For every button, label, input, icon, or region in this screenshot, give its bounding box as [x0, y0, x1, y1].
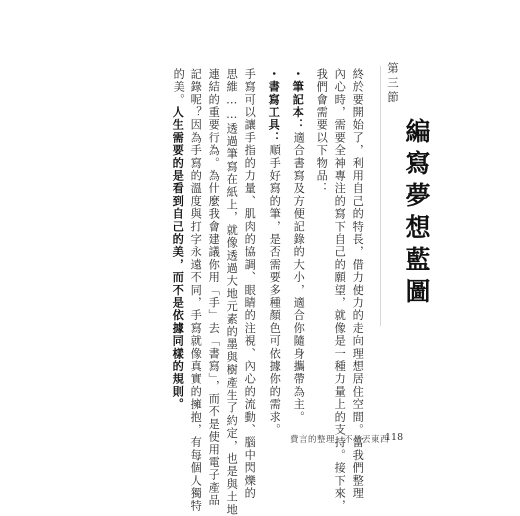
paragraph-2-line-4: 記錄呢？因為手寫的溫度與打字永遠不同，手寫就像真實的擁抱，有每個人獨特 [189, 68, 203, 513]
running-title: 費言的整理：不是丟東西 [290, 435, 390, 445]
page-number: 118 [385, 432, 404, 443]
paragraph-1-line-1: 終於要開始了，利用自己的特長，借力使力的走向理想居住空間。當我們整理 [351, 68, 365, 500]
chapter-label: 第三節 [386, 62, 400, 106]
column-divider [380, 66, 381, 326]
list-item-notebook [292, 68, 304, 424]
paragraph-1-line-3: 我們會需要以下物品： [315, 68, 329, 195]
closing-line-bold: 人生需要的是看到自己的美，而不是依據同樣的規則。 [171, 106, 186, 411]
list-item-writing-tool-text: 順手好寫的筆，是否需要多種顏色可依據你的需求。 [268, 144, 282, 437]
paragraph-1-line-2: 內心時，需要全神專注的寫下自己的願望，就像是一種力量上的支持。接下來， [333, 68, 347, 513]
list-item-writing-tool [268, 68, 280, 436]
chapter-title: 編寫夢想藍圖 [402, 118, 431, 310]
list-item-writing-tool-label: ・書寫工具： [267, 68, 282, 145]
paragraph-2-line-3: 連結的重要行為。為什麼我會建議你用「手」去「書寫」，而不是使用電子產品 [207, 68, 221, 507]
list-item-notebook-label: ・筆記本： [291, 68, 306, 132]
closing-line [172, 68, 184, 411]
paragraph-2-line-2: 思維……透過筆寫在紙上，就像透過大地元素的墨與樹產生了約定，也是與土地 [225, 68, 239, 516]
closing-line-plain: 的美。 [172, 68, 186, 107]
list-item-notebook-text: 適合書寫及方便記錄的大小，適合你隨身攜帶為主。 [292, 131, 306, 424]
paragraph-2-line-1: 手寫可以讓手指的力量、肌肉的協調、眼睛的注視、內心的流動、腦中閃爍的 [243, 68, 257, 500]
